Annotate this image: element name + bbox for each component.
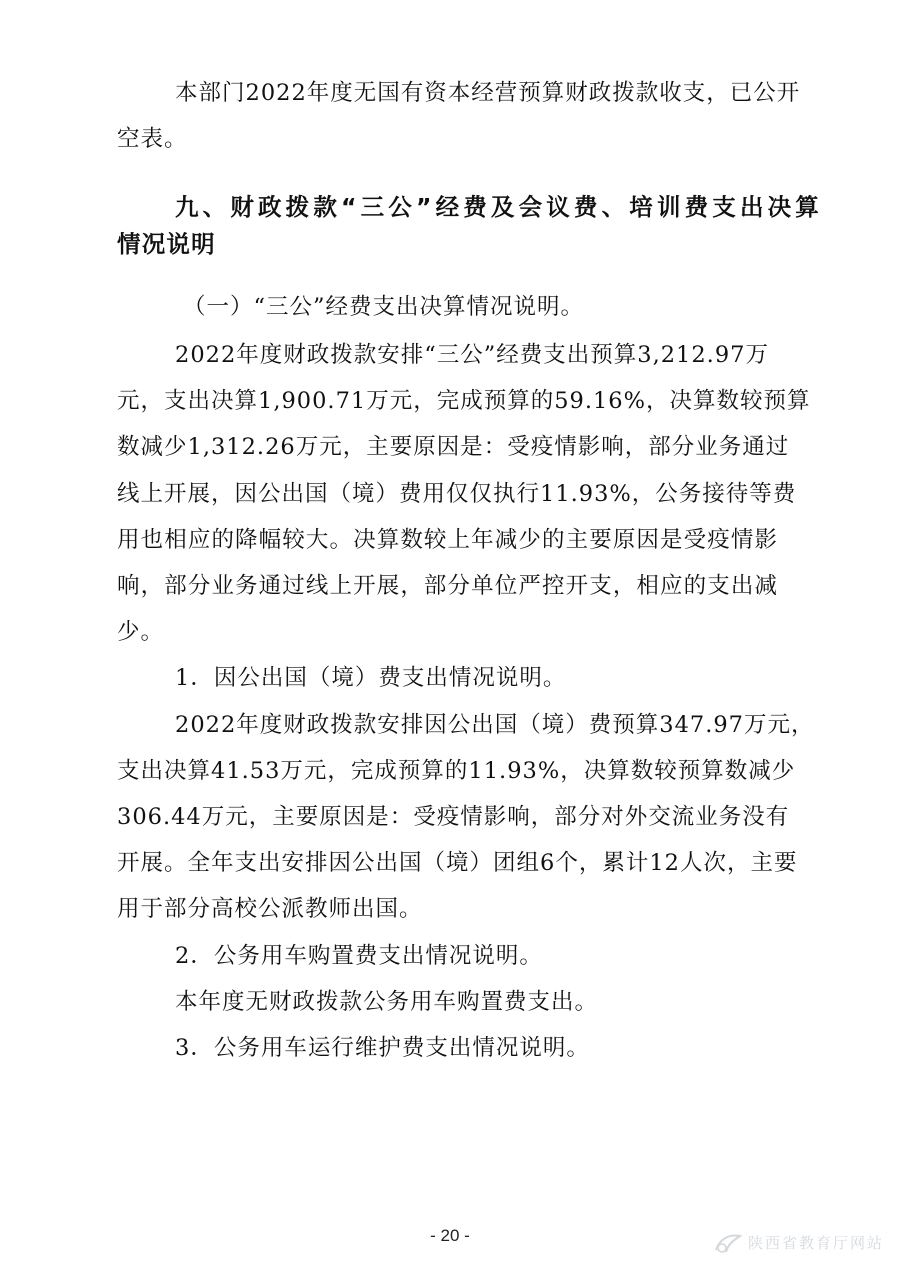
paragraph-line: 开展。全年支出安排因公出国（境）团组6个，累计12人次，主要 — [117, 850, 798, 876]
item-title: 1．因公出国（境）费支出情况说明。 — [175, 665, 567, 691]
paragraph-line: 用于部分高校公派教师出国。 — [117, 896, 423, 922]
section-heading: 九、财政拨款“三公”经费及会议费、培训费支出决算 — [175, 193, 820, 221]
paragraph-line: 少。 — [117, 619, 165, 645]
paragraph-line: 用也相应的降幅较大。决算数较上年减少的主要原因是受疫情影 — [117, 527, 778, 553]
section-heading-continued: 情况说明 — [117, 230, 216, 258]
paragraph-line: 元，支出决算1,900.71万元，完成预算的59.16%，决算数较预算 — [117, 388, 811, 414]
item-title: 2．公务用车购置费支出情况说明。 — [175, 943, 543, 969]
paragraph-line: 空表。 — [117, 126, 188, 152]
paragraph-line: 2022年度财政拨款安排因公出国（境）费预算347.97万元， — [175, 712, 815, 738]
paragraph-line: 本年度无财政拨款公务用车购置费支出。 — [175, 989, 599, 1015]
site-watermark — [712, 1228, 892, 1258]
paragraph-line: 线上开展，因公出国（境）费用仅仅执行11.93%，公务接待等费 — [117, 481, 797, 507]
subsection-title: （一）“三公”经费支出决算情况说明。 — [183, 294, 585, 320]
paragraph-line: 数减少1,312.26万元，主要原因是：受疫情影响，部分业务通过 — [117, 434, 790, 460]
watermark-logo-icon — [712, 1228, 744, 1256]
watermark-text: 陕西省教育厅网站 — [748, 1234, 885, 1252]
page-number: - 20 - — [430, 1226, 470, 1245]
paragraph-line: 支出决算41.53万元，完成预算的11.93%，决算数较预算数减少 — [117, 758, 796, 784]
item-title: 3．公务用车运行维护费支出情况说明。 — [175, 1035, 590, 1061]
paragraph-line: 响，部分业务通过线上开展，部分单位严控开支，相应的支出减 — [117, 573, 778, 599]
paragraph-line: 306.44万元，主要原因是：受疫情影响，部分对外交流业务没有 — [117, 804, 790, 830]
paragraph-line: 本部门2022年度无国有资本经营预算财政拨款收支，已公开 — [175, 80, 801, 106]
paragraph-line: 2022年度财政拨款安排“三公”经费支出预算3,212.97万 — [175, 342, 769, 368]
